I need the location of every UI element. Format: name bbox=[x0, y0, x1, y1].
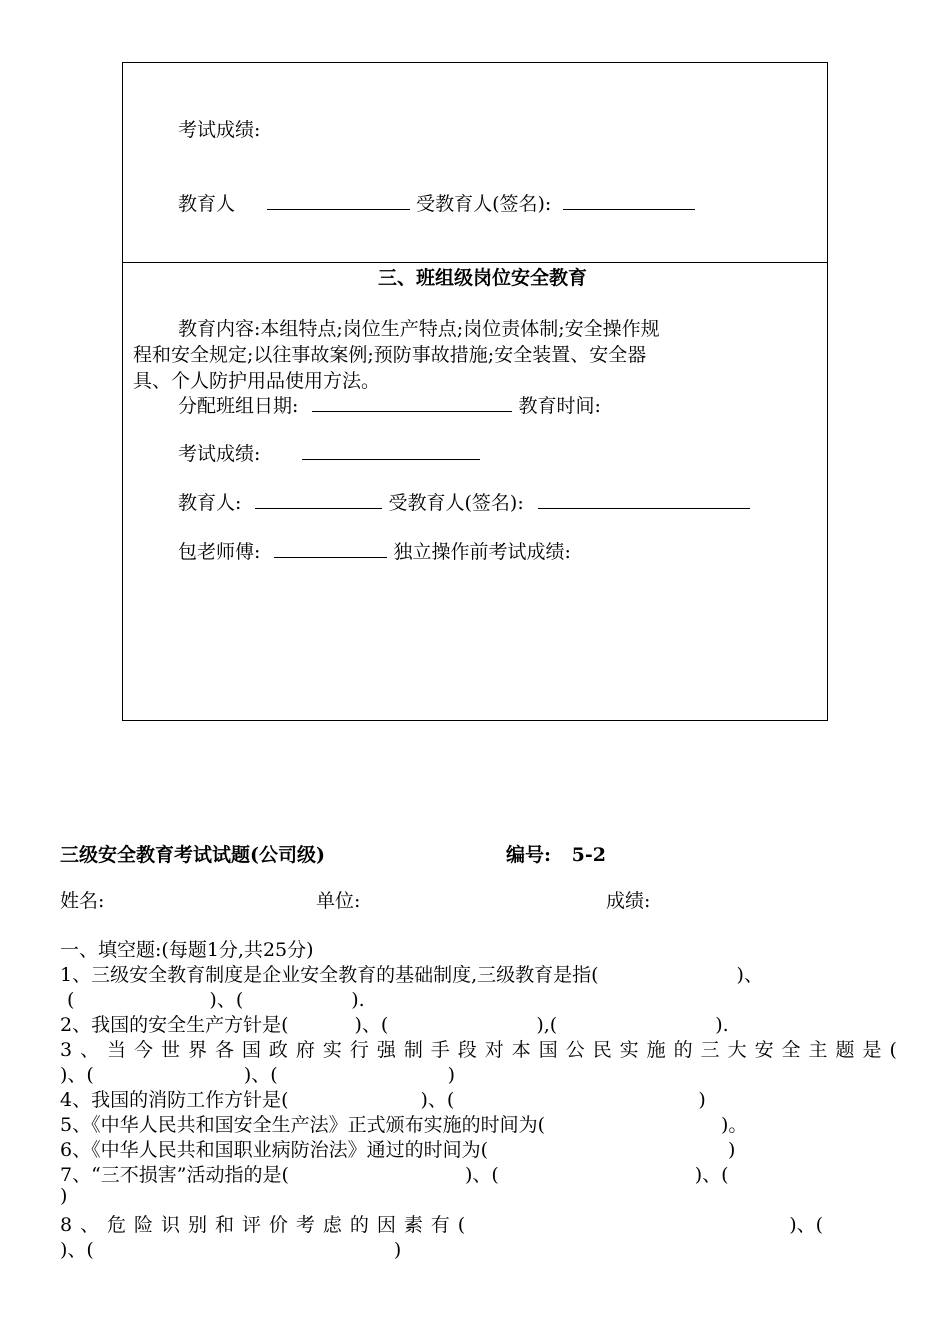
section3-exam-score-blank bbox=[302, 441, 480, 460]
question-5-text: 5、《中华人民共和国安全生产法》正式颁布实施的时间为( bbox=[60, 1114, 546, 1136]
question-3-sep2: )、( bbox=[243, 1064, 278, 1086]
question-3-end: ) bbox=[447, 1064, 456, 1086]
fill-blank-heading: 一、填空题:(每题1分,共25分) bbox=[60, 939, 314, 961]
question-8-sep2: )、( bbox=[60, 1239, 94, 1261]
section3-title: 三、班组级岗位安全教育 bbox=[378, 267, 588, 289]
section3-trainee-label: 受教育人(签名): bbox=[388, 492, 524, 514]
question-2-sep1: )、( bbox=[354, 1014, 389, 1036]
section3-educator-blank bbox=[255, 490, 382, 509]
question-1-sep2: )、( bbox=[209, 989, 244, 1011]
question-8-text: 8、危险识别和评价考虑的因素有( bbox=[60, 1214, 474, 1236]
question-1-end: ). bbox=[351, 989, 365, 1011]
education-time-label: 教育时间: bbox=[518, 395, 601, 417]
question-3-line2 bbox=[60, 1060, 455, 1087]
question-4-sep: )、( bbox=[420, 1089, 455, 1111]
section2-trainee-blank bbox=[563, 191, 695, 210]
mentor-label: 包老师傅: bbox=[178, 541, 261, 563]
assign-date-blank bbox=[312, 393, 512, 412]
question-7-text: 7、“三不损害”活动指的是( bbox=[60, 1164, 289, 1186]
exam-title: 三级安全教育考试试题(公司级) bbox=[60, 844, 325, 866]
mentor-blank bbox=[274, 539, 387, 558]
question-2-sep2: ),( bbox=[536, 1014, 558, 1036]
question-7-sep2: )、( bbox=[694, 1164, 729, 1186]
exam-code-value: 5-2 bbox=[571, 844, 606, 866]
question-5-end: )。 bbox=[721, 1114, 748, 1136]
question-1-sep: )、 bbox=[736, 964, 763, 986]
question-4-end: ) bbox=[698, 1089, 706, 1111]
question-1-line2 bbox=[67, 985, 365, 1012]
assign-date-label: 分配班组日期: bbox=[178, 395, 299, 417]
section3-exam-score-label: 考试成绩: bbox=[178, 443, 261, 465]
question-3-line1: 3、当今世界各国政府实行强制手段对本国公民实施的三大安全主题是( bbox=[60, 1039, 905, 1061]
question-6-end: ) bbox=[728, 1139, 736, 1161]
question-1-line1 bbox=[60, 960, 763, 987]
section2-educator-label: 教育人 bbox=[178, 193, 236, 215]
section3-content-line1: 教育内容:本组特点;岗位生产特点;岗位责体制;安全操作规 bbox=[178, 318, 660, 340]
question-1-text: 1、三级安全教育制度是企业安全教育的基础制度,三级教育是指( bbox=[60, 964, 599, 986]
question-8-end: ) bbox=[393, 1239, 402, 1261]
section2-exam-score-label: 考试成绩: bbox=[178, 119, 261, 141]
question-1-paren: ( bbox=[67, 989, 75, 1011]
score-label: 成绩: bbox=[606, 890, 651, 912]
section3-trainee-blank bbox=[538, 490, 750, 509]
question-7-sep1: )、( bbox=[464, 1164, 499, 1186]
question-4-text: 4、我国的消防工作方针是( bbox=[60, 1089, 289, 1111]
section2-trainee-label: 受教育人(签名): bbox=[416, 193, 552, 215]
question-7-line1 bbox=[60, 1160, 729, 1187]
section3-date-row bbox=[178, 391, 601, 418]
question-4 bbox=[60, 1085, 706, 1112]
section2-signature-row bbox=[178, 189, 695, 216]
section2-educator-blank bbox=[267, 191, 410, 210]
section3-exam-row bbox=[178, 439, 480, 466]
question-8-line1 bbox=[60, 1210, 823, 1237]
question-6 bbox=[60, 1135, 735, 1162]
name-label: 姓名: bbox=[60, 890, 105, 912]
exam-code bbox=[506, 840, 606, 867]
section3-content-line3: 具、个人防护用品使用方法。 bbox=[133, 370, 381, 392]
independent-exam-label: 独立操作前考试成绩: bbox=[393, 541, 571, 563]
question-2-end: ). bbox=[715, 1014, 729, 1036]
question-5 bbox=[60, 1110, 747, 1137]
section3-content-line2: 程和安全规定;以往事故案例;预防事故措施;安全装置、安全器 bbox=[133, 344, 647, 366]
unit-label: 单位: bbox=[316, 890, 361, 912]
exam-code-label: 编号: bbox=[506, 844, 552, 866]
question-7-line2: ) bbox=[60, 1185, 68, 1207]
question-8-line2 bbox=[60, 1235, 401, 1262]
question-2 bbox=[60, 1010, 729, 1037]
section3-mentor-row bbox=[178, 537, 571, 564]
question-6-text: 6、《中华人民共和国职业病防治法》通过的时间为( bbox=[60, 1139, 489, 1161]
section3-signature-row bbox=[178, 488, 750, 515]
question-3-sep1: )、( bbox=[60, 1064, 94, 1086]
section3-educator-label: 教育人: bbox=[178, 492, 242, 514]
question-2-text: 2、我国的安全生产方针是( bbox=[60, 1014, 289, 1036]
question-8-sep1: )、( bbox=[789, 1214, 824, 1236]
